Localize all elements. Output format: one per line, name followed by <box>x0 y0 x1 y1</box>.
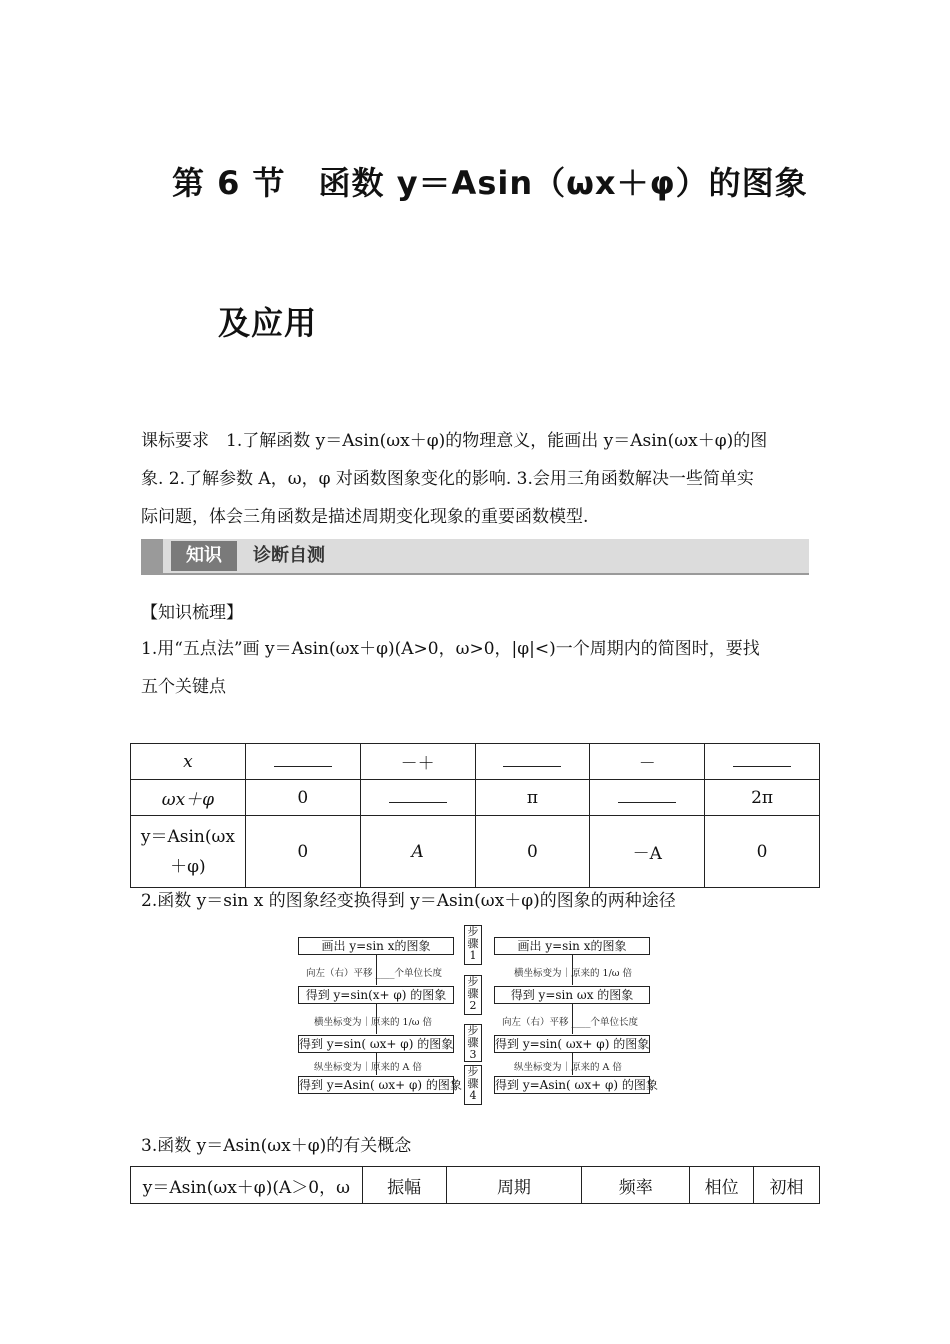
step-label: 步骤1 <box>464 925 482 965</box>
section-banner <box>141 539 809 575</box>
blank-cell <box>245 744 360 780</box>
table-header-cell: x <box>131 744 246 780</box>
banner-tag: 知识 <box>171 541 237 571</box>
table-cell: 相位 <box>690 1167 754 1204</box>
table-cell: 周期 <box>446 1167 582 1204</box>
step-label: 步骤2 <box>464 975 482 1015</box>
table-cell: A <box>360 816 475 888</box>
step-label: 步骤3 <box>464 1024 482 1062</box>
header-line: y＝Asin(ωx <box>140 826 235 847</box>
requirements-line: 际问题，体会三角函数是描述周期变化现象的重要函数模型. <box>141 507 589 527</box>
right-transform-label: 纵坐标变为｜原来的 A 倍 <box>514 1062 622 1073</box>
right-transform-label: 横坐标变为｜原来的 1/ω 倍 <box>514 968 633 979</box>
item-1-line: 1.用“五点法”画 y＝Asin(ωx＋φ)(A>0，ω>0，|φ|<)一个周期内的简图时，要找 <box>141 639 760 659</box>
table-cell: 0 <box>475 816 590 888</box>
blank-cell <box>705 744 820 780</box>
five-point-table <box>130 743 820 888</box>
right-box: 得到 y=Asin( ωx+ φ) 的图象 <box>495 1078 658 1092</box>
left-box: 得到 y=Asin( ωx+ φ) 的图象 <box>299 1078 462 1092</box>
table-cell: π <box>475 780 590 816</box>
item-2: 2.函数 y＝sin x 的图象经变换得到 y＝Asin(ωx＋φ)的图象的两种途径 <box>141 891 676 911</box>
table-cell: 0 <box>245 816 360 888</box>
table-cell: － <box>590 744 705 780</box>
banner-strip <box>141 539 163 573</box>
page-title: 第 6 节 函数 y＝Asin（ωx＋φ）的图象 <box>172 164 808 202</box>
left-transform-label: 横坐标变为｜原来的 1/ω 倍 <box>314 1017 433 1028</box>
table-cell: －＋ <box>360 744 475 780</box>
page-title-continued: 及应用 <box>218 304 318 342</box>
concept-table <box>130 1166 820 1204</box>
table-cell: 振幅 <box>362 1167 446 1204</box>
right-box: 得到 y=sin ωx 的图象 <box>494 986 650 1004</box>
item-3: 3.函数 y＝Asin(ωx＋φ)的有关概念 <box>141 1136 412 1156</box>
table-cell: 频率 <box>582 1167 690 1204</box>
item-1-line: 五个关键点 <box>141 677 226 697</box>
right-box: 得到 y=sin( ωx+ φ) 的图象 <box>495 1037 650 1051</box>
table-header-cell <box>131 816 246 888</box>
table-cell: 2π <box>705 780 820 816</box>
table-cell: 初相 <box>754 1167 820 1204</box>
requirements-line: 课标要求 1.了解函数 y＝Asin(ωx＋φ)的物理意义，能画出 y＝Asin(ωx＋φ)的图 <box>141 431 768 451</box>
step-label: 步骤4 <box>464 1065 482 1105</box>
table-cell: 0 <box>245 780 360 816</box>
left-transform-label: 向左（右）平移 ____个单位长度 <box>306 968 443 979</box>
table-header-cell: ωx＋φ <box>131 780 246 816</box>
table-row <box>131 1167 820 1204</box>
blank-cell <box>475 744 590 780</box>
table-cell: －A <box>590 816 705 888</box>
requirements-line: 象. 2.了解参数 A，ω，φ 对函数图象变化的影响. 3.会用三角函数解决一些简单实 <box>141 469 754 489</box>
table-row <box>131 816 820 888</box>
header-line: ＋φ) <box>170 856 206 877</box>
table-row <box>131 744 820 780</box>
left-box: 得到 y=sin( ωx+ φ) 的图象 <box>299 1037 454 1051</box>
left-box: 得到 y=sin(x+ φ) 的图象 <box>298 986 454 1004</box>
item-1 <box>141 630 821 706</box>
banner-title: 诊断自测 <box>253 545 325 566</box>
right-transform-label: 向左（右）平移 ____个单位长度 <box>502 1017 639 1028</box>
course-requirements <box>141 422 821 536</box>
right-box: 画出 y=sin x的图象 <box>494 937 650 955</box>
blank-cell <box>360 780 475 816</box>
table-row <box>131 780 820 816</box>
transformation-diagram <box>296 925 658 1107</box>
left-transform-label: 纵坐标变为｜原来的 A 倍 <box>314 1062 422 1073</box>
table-cell: 0 <box>705 816 820 888</box>
blank-cell <box>590 780 705 816</box>
table-cell: y＝Asin(ωx＋φ)(A＞0，ω <box>131 1167 363 1204</box>
left-box: 画出 y=sin x的图象 <box>298 937 454 955</box>
knowledge-heading: 【知识梳理】 <box>141 603 243 623</box>
